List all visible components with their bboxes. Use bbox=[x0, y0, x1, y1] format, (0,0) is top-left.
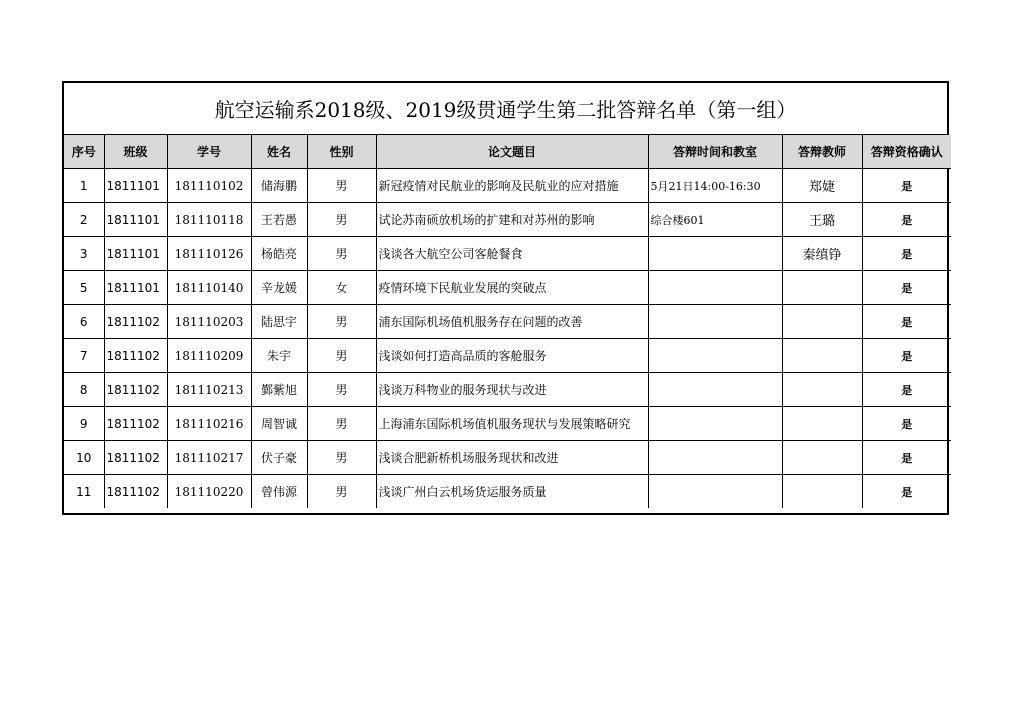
cell-confirm: 是 bbox=[862, 271, 951, 305]
cell-time-room bbox=[648, 373, 782, 407]
cell-name: 储海鹏 bbox=[251, 169, 307, 203]
cell-class: 1811101 bbox=[104, 169, 167, 203]
cell-class: 1811102 bbox=[104, 441, 167, 475]
cell-teacher: 郑婕 bbox=[782, 169, 862, 203]
cell-gender: 男 bbox=[307, 441, 376, 475]
cell-gender: 男 bbox=[307, 169, 376, 203]
cell-no: 3 bbox=[64, 237, 104, 271]
header-no: 序号 bbox=[64, 135, 104, 169]
cell-teacher bbox=[782, 271, 862, 305]
cell-no: 7 bbox=[64, 339, 104, 373]
cell-gender: 男 bbox=[307, 203, 376, 237]
table-row bbox=[64, 305, 951, 339]
table-row bbox=[64, 203, 951, 237]
cell-topic: 试论苏南硕放机场的扩建和对苏州的影响 bbox=[376, 203, 648, 237]
cell-gender: 男 bbox=[307, 305, 376, 339]
cell-student-id: 181110217 bbox=[167, 441, 251, 475]
cell-student-id: 181110220 bbox=[167, 475, 251, 509]
cell-student-id: 181110213 bbox=[167, 373, 251, 407]
sheet-title: 航空运输系2018级、2019级贯通学生第二批答辩名单（第一组） bbox=[64, 83, 947, 135]
cell-teacher: 秦缜铮 bbox=[782, 237, 862, 271]
cell-time-room bbox=[648, 407, 782, 441]
table-row bbox=[64, 237, 951, 271]
cell-gender: 男 bbox=[307, 373, 376, 407]
roster-sheet bbox=[62, 81, 949, 515]
cell-no: 6 bbox=[64, 305, 104, 339]
cell-no: 1 bbox=[64, 169, 104, 203]
cell-teacher bbox=[782, 373, 862, 407]
cell-topic: 疫情环境下民航业发展的突破点 bbox=[376, 271, 648, 305]
cell-topic: 浦东国际机场值机服务存在问题的改善 bbox=[376, 305, 648, 339]
cell-time-room bbox=[648, 441, 782, 475]
table-row bbox=[64, 373, 951, 407]
cell-topic: 上海浦东国际机场值机服务现状与发展策略研究 bbox=[376, 407, 648, 441]
cell-time-room: 5月21日14:00-16:30 bbox=[648, 169, 782, 203]
table-row bbox=[64, 441, 951, 475]
cell-class: 1811101 bbox=[104, 203, 167, 237]
cell-confirm: 是 bbox=[862, 373, 951, 407]
cell-name: 曾伟源 bbox=[251, 475, 307, 509]
cell-student-id: 181110216 bbox=[167, 407, 251, 441]
cell-confirm: 是 bbox=[862, 407, 951, 441]
cell-student-id: 181110203 bbox=[167, 305, 251, 339]
cell-teacher: 王璐 bbox=[782, 203, 862, 237]
cell-gender: 女 bbox=[307, 271, 376, 305]
header-gender: 性别 bbox=[307, 135, 376, 169]
cell-confirm: 是 bbox=[862, 475, 951, 509]
cell-confirm: 是 bbox=[862, 441, 951, 475]
cell-name: 伏子豪 bbox=[251, 441, 307, 475]
cell-gender: 男 bbox=[307, 407, 376, 441]
cell-confirm: 是 bbox=[862, 203, 951, 237]
cell-no: 5 bbox=[64, 271, 104, 305]
cell-time-room bbox=[648, 475, 782, 509]
cell-confirm: 是 bbox=[862, 237, 951, 271]
cell-teacher bbox=[782, 305, 862, 339]
cell-student-id: 181110126 bbox=[167, 237, 251, 271]
cell-student-id: 181110102 bbox=[167, 169, 251, 203]
cell-student-id: 181110140 bbox=[167, 271, 251, 305]
cell-no: 11 bbox=[64, 475, 104, 509]
cell-time-room bbox=[648, 271, 782, 305]
cell-name: 陆思宇 bbox=[251, 305, 307, 339]
cell-class: 1811102 bbox=[104, 475, 167, 509]
cell-class: 1811102 bbox=[104, 373, 167, 407]
cell-class: 1811102 bbox=[104, 407, 167, 441]
table-row bbox=[64, 169, 951, 203]
cell-time-room bbox=[648, 237, 782, 271]
roster-table bbox=[64, 135, 951, 508]
cell-name: 朱宇 bbox=[251, 339, 307, 373]
cell-name: 辛龙媛 bbox=[251, 271, 307, 305]
cell-gender: 男 bbox=[307, 339, 376, 373]
header-row bbox=[64, 135, 951, 169]
cell-class: 1811101 bbox=[104, 237, 167, 271]
cell-name: 鄞紫旭 bbox=[251, 373, 307, 407]
cell-name: 杨皓亮 bbox=[251, 237, 307, 271]
header-class: 班级 bbox=[104, 135, 167, 169]
table-row bbox=[64, 339, 951, 373]
cell-student-id: 181110209 bbox=[167, 339, 251, 373]
cell-topic: 浅谈合肥新桥机场服务现状和改进 bbox=[376, 441, 648, 475]
cell-class: 1811102 bbox=[104, 305, 167, 339]
cell-confirm: 是 bbox=[862, 169, 951, 203]
cell-teacher bbox=[782, 475, 862, 509]
cell-time-room bbox=[648, 339, 782, 373]
cell-no: 9 bbox=[64, 407, 104, 441]
table-row bbox=[64, 271, 951, 305]
cell-no: 8 bbox=[64, 373, 104, 407]
header-name: 姓名 bbox=[251, 135, 307, 169]
cell-teacher bbox=[782, 339, 862, 373]
cell-time-room: 综合楼601 bbox=[648, 203, 782, 237]
cell-topic: 浅谈各大航空公司客舱餐食 bbox=[376, 237, 648, 271]
cell-topic: 浅谈如何打造高品质的客舱服务 bbox=[376, 339, 648, 373]
cell-no: 2 bbox=[64, 203, 104, 237]
cell-name: 周智诚 bbox=[251, 407, 307, 441]
cell-gender: 男 bbox=[307, 237, 376, 271]
header-confirm: 答辩资格确认 bbox=[862, 135, 951, 169]
cell-confirm: 是 bbox=[862, 305, 951, 339]
cell-gender: 男 bbox=[307, 475, 376, 509]
cell-teacher bbox=[782, 441, 862, 475]
cell-topic: 浅谈万科物业的服务现状与改进 bbox=[376, 373, 648, 407]
header-topic: 论文题目 bbox=[376, 135, 648, 169]
cell-student-id: 181110118 bbox=[167, 203, 251, 237]
header-time-room: 答辩时间和教室 bbox=[648, 135, 782, 169]
cell-class: 1811102 bbox=[104, 339, 167, 373]
table-row bbox=[64, 407, 951, 441]
cell-confirm: 是 bbox=[862, 339, 951, 373]
cell-teacher bbox=[782, 407, 862, 441]
cell-topic: 新冠疫情对民航业的影响及民航业的应对措施 bbox=[376, 169, 648, 203]
cell-no: 10 bbox=[64, 441, 104, 475]
header-teacher: 答辩教师 bbox=[782, 135, 862, 169]
cell-topic: 浅谈广州白云机场货运服务质量 bbox=[376, 475, 648, 509]
cell-class: 1811101 bbox=[104, 271, 167, 305]
table-row bbox=[64, 475, 951, 509]
cell-name: 王若愚 bbox=[251, 203, 307, 237]
cell-time-room bbox=[648, 305, 782, 339]
header-student-id: 学号 bbox=[167, 135, 251, 169]
